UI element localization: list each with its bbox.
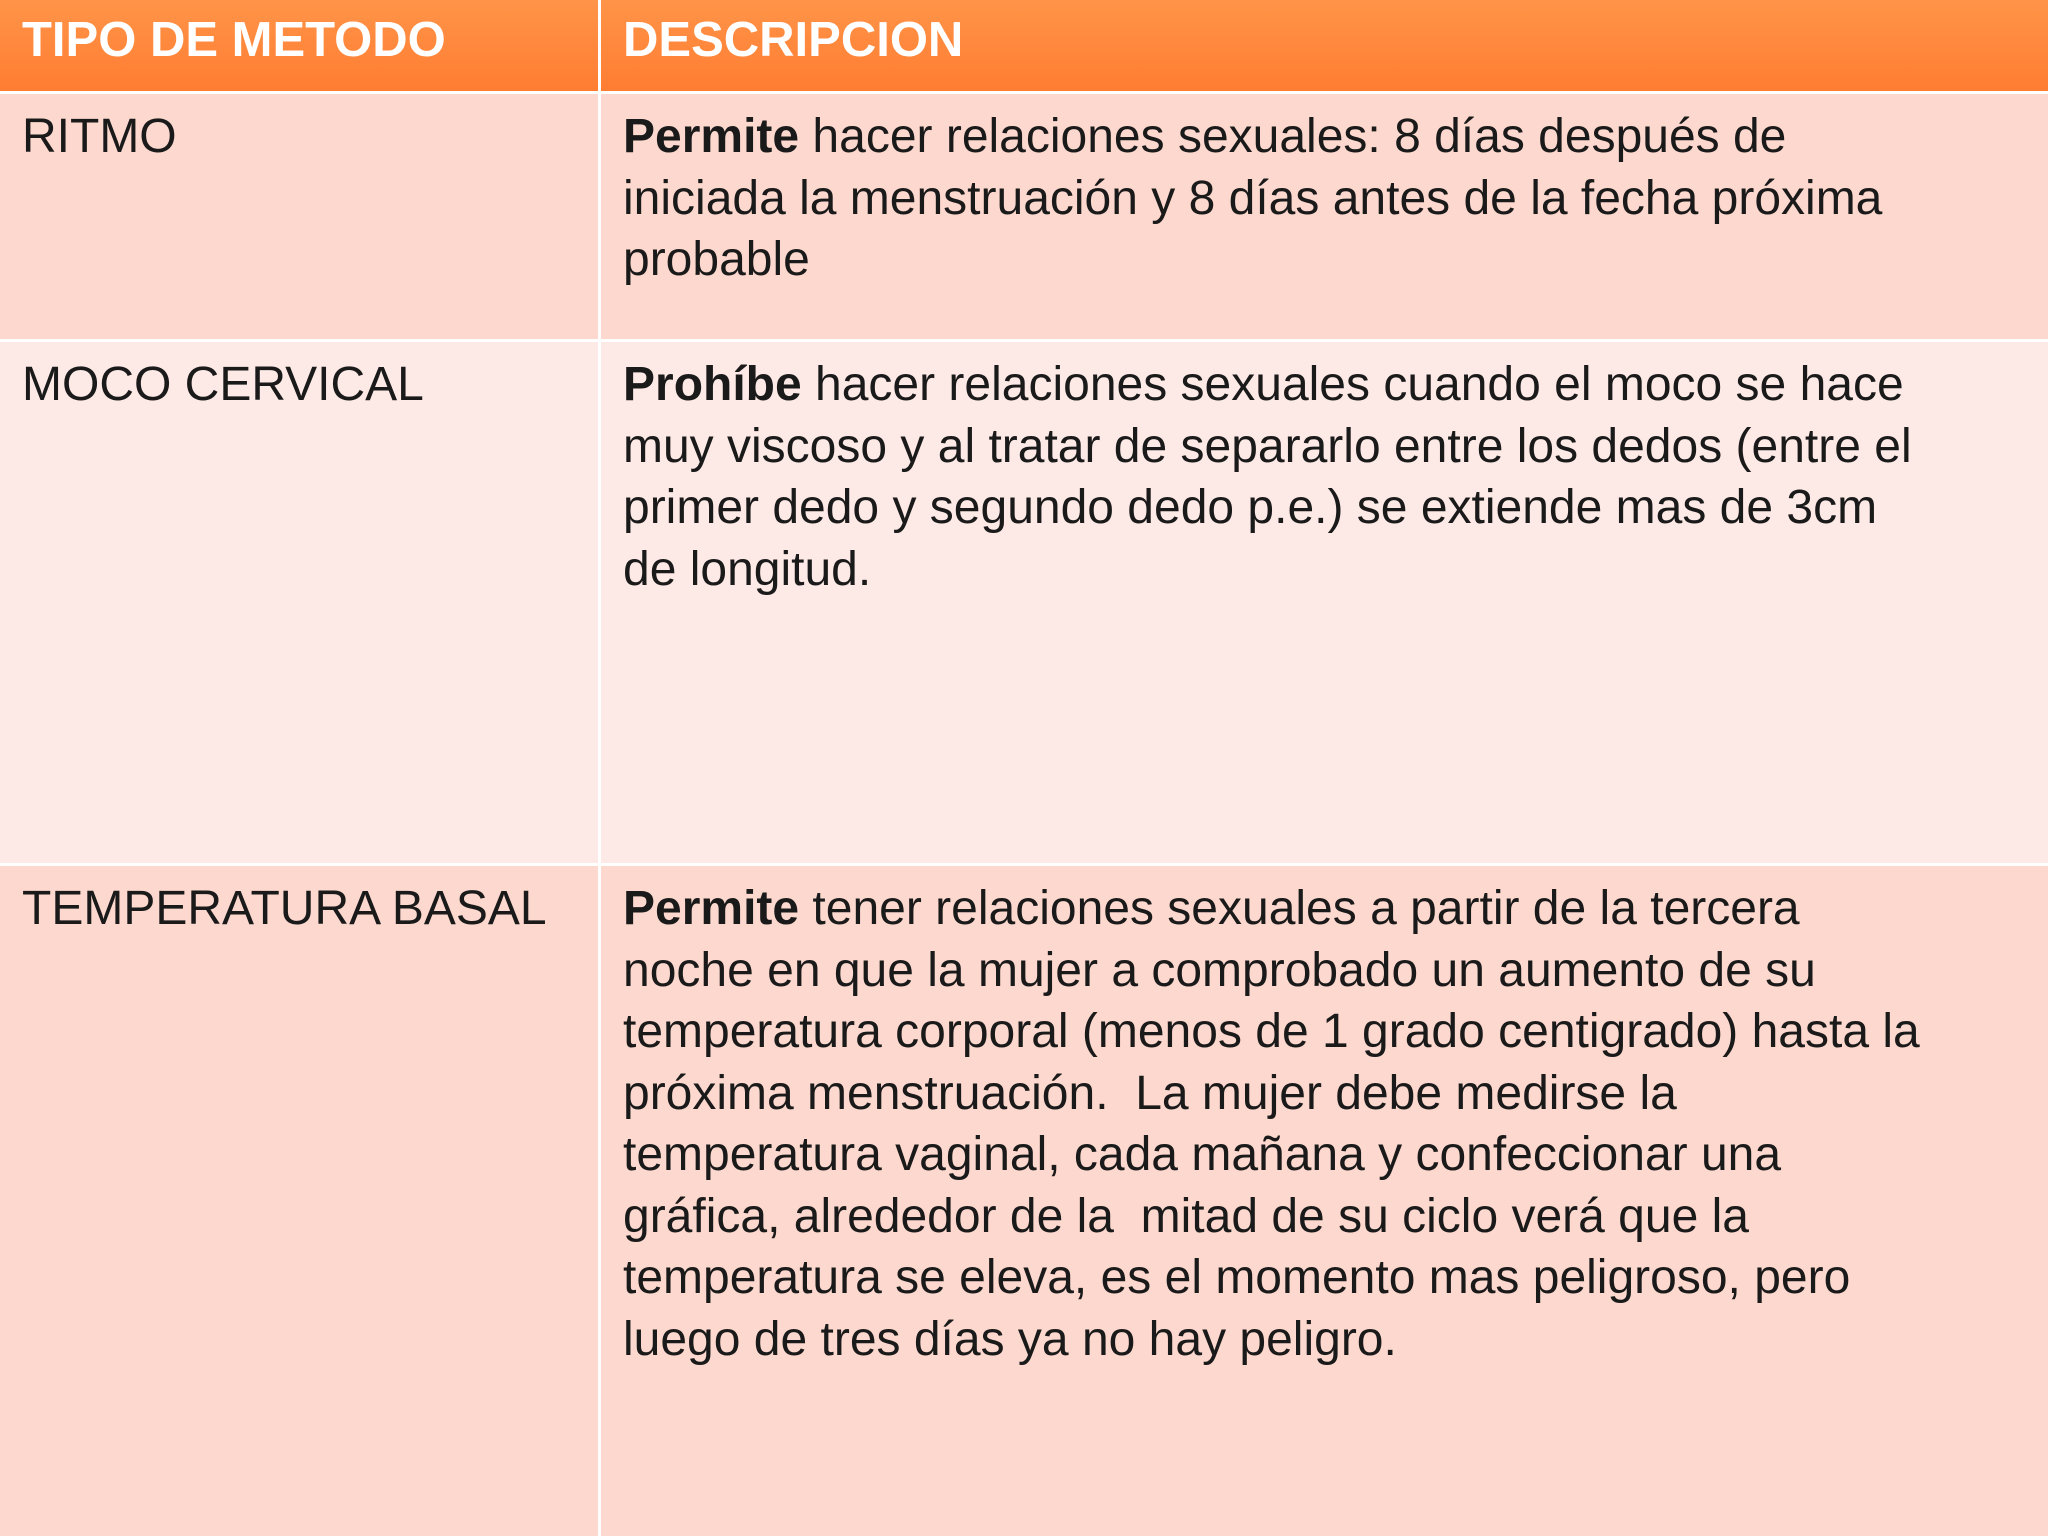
description-line: temperatura se eleva, es el momento mas peligroso, pero — [623, 1251, 1851, 1304]
description-lead: Permite — [623, 110, 800, 163]
description-line — [623, 878, 2008, 940]
description-line: primer dedo y segundo dedo p.e.) se extiende mas de 3cm — [623, 481, 1878, 534]
description-lead: Prohíbe — [623, 358, 802, 411]
method-description — [601, 342, 2048, 863]
table-row-ritmo — [0, 94, 2048, 342]
description-line: de longitud. — [623, 542, 872, 596]
table-header — [0, 0, 2048, 94]
description-line — [623, 354, 2008, 416]
description-line: iniciada la menstruación y 8 días antes de la fecha próxima — [623, 171, 1883, 225]
description-line: temperatura vaginal, cada mañana y confeccionar una — [623, 1128, 1782, 1181]
description-line — [623, 106, 2008, 168]
table-row-moco-cervical — [0, 342, 2048, 866]
method-name: MOCO CERVICAL — [0, 342, 601, 863]
description-text: tener relaciones sexuales a partir de la tercera — [799, 882, 1800, 935]
description-line: próxima menstruación. La mujer debe medirse la — [623, 1066, 1677, 1120]
description-text: hacer relaciones sexuales: 8 días después de — [799, 110, 1787, 163]
method-name: RITMO — [0, 94, 601, 339]
header-descripcion: DESCRIPCION — [623, 13, 964, 67]
description-lead: Permite — [623, 882, 800, 935]
description-line: probable — [623, 233, 810, 286]
header-tipo-de-metodo: TIPO DE METODO — [0, 0, 601, 91]
method-description — [601, 94, 2048, 339]
table-row-temperatura-basal — [0, 866, 2048, 1536]
description-line: gráfica, alrededor de la mitad de su ciclo verá que la — [623, 1189, 1749, 1243]
description-line: muy viscoso y al tratar de separarlo entre los dedos (entre el — [623, 419, 1912, 473]
description-line: temperatura corporal (menos de 1 grado centigrado) hasta la — [623, 1005, 1920, 1058]
method-description — [601, 866, 2048, 1536]
description-text: hacer relaciones sexuales cuando el moco se hace — [801, 358, 1904, 411]
description-line: noche en que la mujer a comprobado un aumento de su — [623, 943, 1816, 997]
description-line: luego de tres días ya no hay peligro. — [623, 1312, 1397, 1366]
method-name: TEMPERATURA BASAL — [0, 866, 601, 1536]
